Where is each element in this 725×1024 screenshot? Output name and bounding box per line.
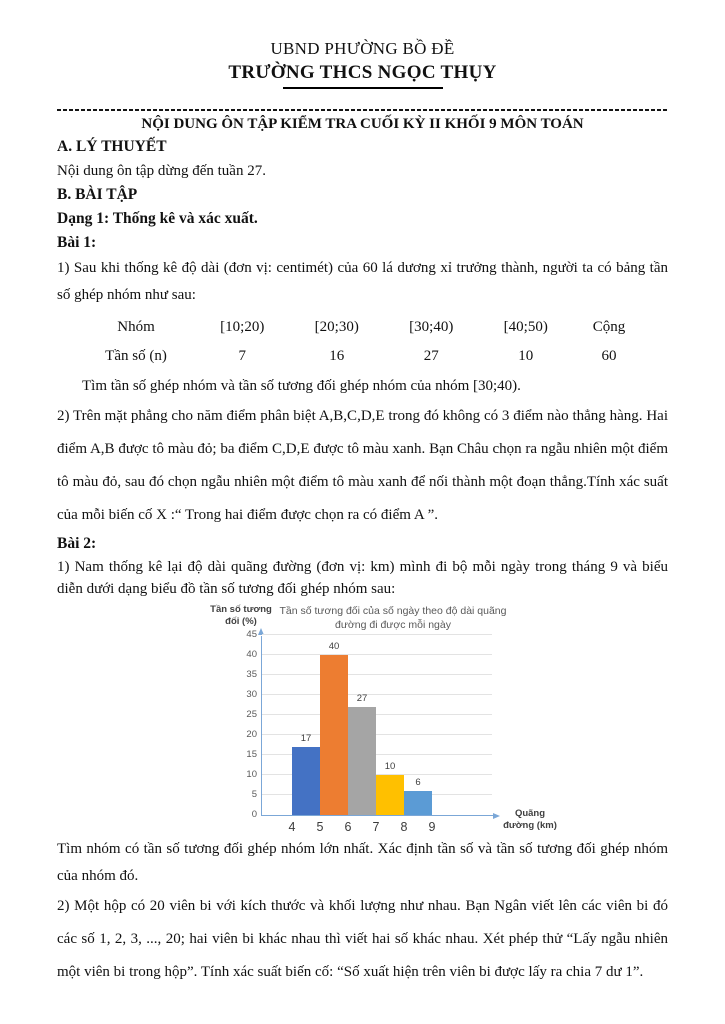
x-tick-label: 6 — [344, 820, 352, 834]
table-cell: 60 — [601, 348, 617, 364]
histogram-bar — [376, 775, 404, 815]
y-tick-label: 5 — [251, 789, 257, 800]
bar-value-label: 6 — [415, 777, 421, 788]
table-cell: Nhóm — [117, 319, 155, 335]
chart-plot — [246, 629, 493, 834]
header-school-name: TRƯỜNG THCS NGỌC THỤY — [228, 62, 497, 83]
bai2-paragraph-1: 1) Nam thống kê lại độ dài quãng đường (đơn vị: km) mình đi bộ mỗi ngày trong tháng 9 và biểu diễn dưới dạng biểu đồ tần số tương đối ghép nhóm sau: — [57, 559, 668, 597]
bar-value-label: 10 — [384, 761, 396, 772]
dang1-heading: Dạng 1: Thống kê và xác xuất. — [57, 210, 258, 227]
table-cell: [20;30) — [314, 319, 359, 335]
y-tick-label: 40 — [246, 649, 257, 660]
histogram-chart — [209, 604, 561, 834]
document-title: NỘI DUNG ÔN TẬP KIỂM TRA CUỐI KỲ II KHỐI 9 MÔN TOÁN — [141, 116, 584, 132]
table-cell: 7 — [238, 348, 246, 364]
chart-title: Tần số tương đối của số ngày theo độ dài quãng đường đi được mỗi ngày — [279, 605, 507, 631]
table-cell: 27 — [423, 348, 439, 364]
histogram-bar — [404, 791, 432, 815]
x-tick-label: 8 — [400, 820, 408, 834]
y-tick-label: 45 — [246, 629, 257, 640]
section-b-heading: B. BÀI TẬP — [57, 186, 138, 203]
section-a-heading: A. LÝ THUYẾT — [57, 138, 167, 155]
x-tick-label: 4 — [288, 820, 296, 834]
frequency-table — [77, 313, 645, 371]
bai2-paragraph-3: 2) Một hộp có 20 viên bi với kích thước và khối lượng như nhau. Bạn Ngân viết lên các viên bi đó các số 1, 2, 3, ..., 20; hai viên bi khác nhau thì viết hai số khác nhau. Xét phép thử “Lấy ngẫu nhiên một viên bi trong hộp”. Tính xác suất biến cố: “Số xuất hiện trên viên bi được lấy ra chia 7 dư 1”. — [57, 898, 668, 980]
bai2-paragraph-2: Tìm nhóm có tần số tương đối ghép nhóm lớn nhất. Xác định tần số và tần số tương đối ghép nhóm của nhóm đó. — [57, 841, 668, 884]
school-name-underline — [283, 87, 443, 89]
bai1-paragraph-2: Tìm tần số ghép nhóm và tần số tương đối ghép nhóm của nhóm [30;40). — [82, 378, 521, 394]
bai1-heading: Bài 1: — [57, 234, 97, 251]
bar-value-label: 17 — [300, 733, 312, 744]
dashed-divider — [57, 109, 668, 111]
table-row — [77, 313, 645, 342]
table-cell: Tần số (n) — [105, 348, 167, 364]
table-cell: [10;20) — [220, 319, 265, 335]
header-organization: UBND PHƯỜNG BỒ ĐỀ — [270, 39, 455, 58]
histogram-bar — [292, 747, 320, 815]
gridline — [262, 714, 492, 715]
chart-y-axis-label: Tần số tương đối (%) — [210, 604, 272, 627]
bar-value-label: 27 — [356, 693, 368, 704]
bai2-heading: Bài 2: — [57, 535, 97, 552]
table-cell: 16 — [329, 348, 345, 364]
histogram-bar — [348, 707, 376, 815]
y-tick-label: 25 — [246, 709, 257, 720]
gridline — [262, 674, 492, 675]
gridline — [262, 654, 492, 655]
y-tick-label: 20 — [246, 729, 257, 740]
table-cell: [40;50) — [503, 319, 548, 335]
section-a-body: Nội dung ôn tập dừng đến tuần 27. — [57, 163, 266, 179]
y-tick-label: 15 — [246, 749, 257, 760]
gridline — [262, 634, 492, 635]
x-tick-label: 5 — [316, 820, 324, 834]
y-tick-label: 10 — [246, 769, 257, 780]
table-cell: Cộng — [592, 319, 626, 335]
table-cell: [30;40) — [409, 319, 454, 335]
chart-x-axis-label: Quãng đường (km) — [503, 808, 557, 831]
histogram-bar — [320, 655, 348, 815]
y-tick-label: 30 — [246, 689, 257, 700]
table-cell: 10 — [518, 348, 534, 364]
y-tick-label: 0 — [251, 809, 257, 820]
bai1-paragraph-3: 2) Trên mặt phẳng cho năm điểm phân biệt A,B,C,D,E trong đó không có 3 điểm nào thẳng hàng. Hai điểm A,B được tô màu đỏ; ba điểm C,D,E được tô màu xanh. Bạn Châu chọn ra ngẫu nhiên một điểm tô màu đỏ, sau đó chọn ngẫu nhiên một điểm tô màu xanh để nối thành một đoạn thẳng.Tính xác suất của mỗi biến cố X :“ Trong hai điểm được chọn ra có điểm A ”. — [57, 408, 668, 523]
frequency-table-body — [77, 313, 645, 371]
bai1-paragraph-1: 1) Sau khi thống kê độ dài (đơn vị: centimét) của 60 lá dương xỉ trưởng thành, người ta có bảng tần số ghép nhóm như sau: — [57, 260, 668, 303]
x-tick-label: 7 — [372, 820, 380, 834]
bar-value-label: 40 — [328, 641, 340, 652]
gridline — [262, 694, 492, 695]
table-row — [77, 342, 645, 371]
x-tick-label: 9 — [428, 820, 436, 834]
y-tick-label: 35 — [246, 669, 257, 680]
